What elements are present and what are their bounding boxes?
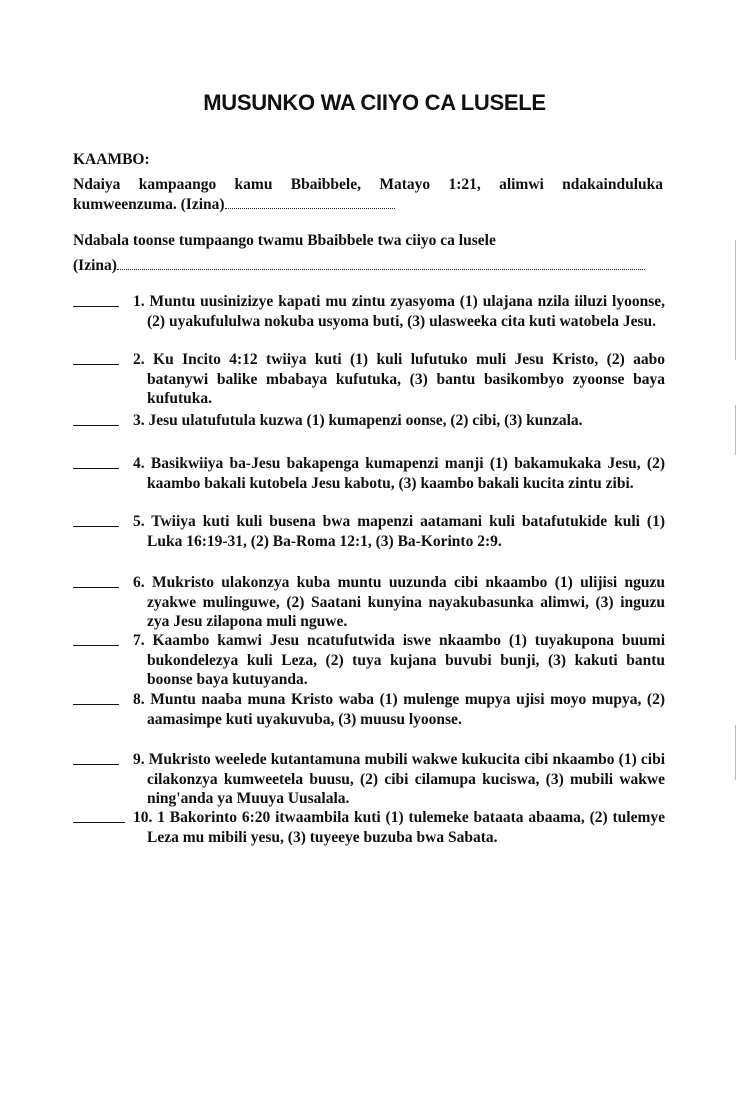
question-number: 10.: [133, 809, 153, 826]
answer-blank[interactable]: [73, 306, 119, 307]
question-item: [73, 750, 665, 809]
question-body: Kaambo kamwi Jesu ncatufutwida iswe nkaambo (1) tuyakupona buumi bukondelezya kuli Leza, (2) tuya kujana buvubi bunji, (3) kakuti bantu boonse baya kutuyanda.: [147, 632, 666, 689]
question-item: [73, 454, 665, 493]
answer-blank[interactable]: [73, 764, 119, 765]
question-number: 7.: [133, 632, 145, 649]
question-number: 3.: [133, 412, 145, 429]
question-item: [73, 512, 665, 551]
question-number: 5.: [133, 513, 145, 530]
question-body: Twiiya kuti kuli busena bwa mapenzi aatamani kuli batafutukide kuli (1) Luka 16:19-31, (2) Ba-Roma 12:1, (3) Ba-Korinto 2:9.: [147, 513, 665, 550]
question-text: [133, 512, 665, 551]
question-item: [73, 573, 665, 632]
question-body: Mukristo ulakonzya kuba muntu uuzunda cibi nkaambo (1) ulijisi nguzu zyakwe mulinguwe, (2) Saatani kunyina nayakubasunka alimwi, (3) inguzu zya Jesu zilapona muli nguwe.: [147, 574, 665, 631]
statement-1-text: Ndaiya kampaango kamu Bbaibbele, Matayo 1:21, alimwi ndakainduluka kumweenzuma. (Izina): [73, 176, 663, 213]
question-text: [133, 690, 665, 729]
question-item: [73, 411, 665, 431]
question-text: [133, 631, 666, 690]
question-number: 1.: [133, 293, 145, 310]
scan-mark: [735, 240, 736, 360]
question-text: [133, 411, 665, 431]
page-title: MUSUNKO WA CIIYO CA LUSELE: [203, 90, 546, 115]
answer-blank[interactable]: [73, 822, 125, 823]
scan-mark: [735, 405, 736, 455]
question-body: Muntu naaba muna Kristo waba (1) mulenge mupya ujisi moyo mupya, (2) aamasimpe kuti uyakuvuba, (3) muusu lyoonse.: [147, 691, 665, 728]
question-text: [133, 750, 665, 809]
intro-heading: KAAMBO:: [73, 151, 150, 168]
question-text: [133, 350, 666, 409]
question-number: 4.: [133, 455, 145, 472]
answer-blank[interactable]: [73, 645, 119, 646]
name-line-1[interactable]: [225, 195, 395, 209]
question-number: 6.: [133, 574, 145, 591]
scan-mark: [735, 725, 736, 780]
question-number: 9.: [133, 751, 145, 768]
question-body: Ku Incito 4:12 twiiya kuti (1) kuli lufutuko muli Jesu Kristo, (2) aabo batanywi balike mbabaya kufutuka, (3) bantu basikombyo zyoonse baya kufutuka.: [147, 351, 666, 408]
question-body: Muntu uusinizizye kapati mu zintu zyasyoma (1) ulajana nzila iiluzi lyoonse, (2) uyakufululwa nokuba usyoma buti, (3) ulasweeka cita kuti watobela Jesu.: [147, 293, 666, 330]
question-text: [133, 808, 665, 847]
name-label: (Izina): [73, 257, 117, 274]
question-item: [73, 350, 665, 409]
question-item: [73, 292, 665, 331]
question-number: 2.: [133, 351, 145, 368]
question-number: 8.: [133, 691, 145, 708]
intro-statement-2-name: [73, 256, 663, 276]
answer-blank[interactable]: [73, 425, 119, 426]
question-body: Mukristo weelede kutantamuna mubili wakwe kukucita cibi nkaambo (1) cibi cilakonzya kumweetela buusu, (2) cibi cilamupa kuciswa, (3) mubili wakwe ning'anda ya Muuya Uusalala.: [147, 751, 665, 808]
name-line-2[interactable]: [117, 256, 645, 270]
intro-statement-2: Ndabala toonse tumpaango twamu Bbaibbele twa ciiyo ca lusele: [73, 232, 496, 249]
answer-blank[interactable]: [73, 704, 119, 705]
question-body: 1 Bakorinto 6:20 itwaambila kuti (1) tulemeke bataata abaama, (2) tulemye Leza mu mibili yesu, (3) tuyeeye buzuba bwa Sabata.: [147, 809, 665, 846]
question-item: [73, 808, 665, 847]
question-item: [73, 631, 665, 690]
answer-blank[interactable]: [73, 526, 119, 527]
question-text: [133, 292, 666, 331]
answer-blank[interactable]: [73, 468, 119, 469]
answer-blank[interactable]: [73, 587, 119, 588]
question-body: Jesu ulatufutula kuzwa (1) kumapenzi oonse, (2) cibi, (3) kunzala.: [148, 412, 583, 429]
question-body: Basikwiiya ba-Jesu bakapenga kumapenzi manji (1) bakamukaka Jesu, (2) kaambo bakali kutobela Jesu kabotu, (3) kaambo bakali kucita zintu zibi.: [147, 455, 666, 492]
question-text: [133, 454, 666, 493]
answer-blank[interactable]: [73, 364, 119, 365]
intro-statement-1: [73, 175, 663, 215]
question-text: [133, 573, 665, 632]
question-item: [73, 690, 665, 729]
